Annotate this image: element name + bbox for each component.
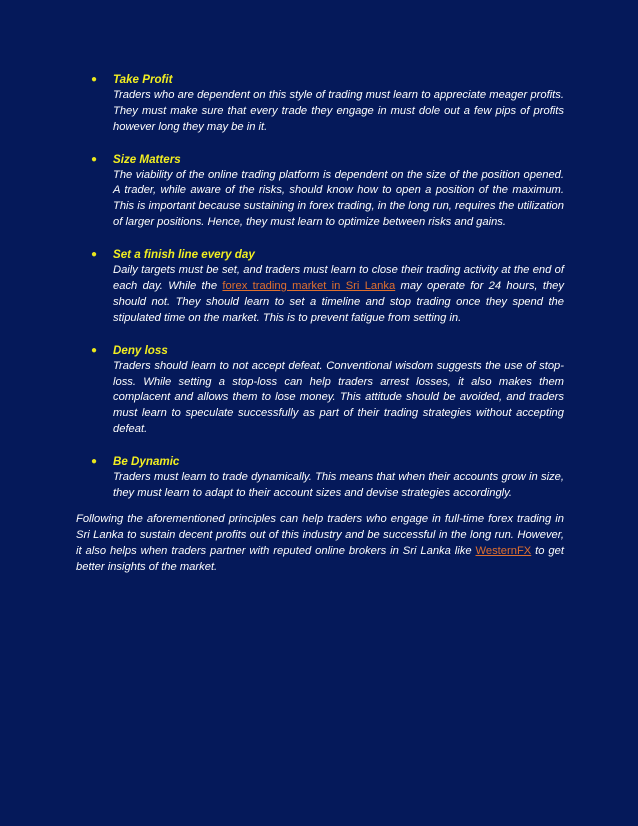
- item-body: Traders should learn to not accept defeat. Conventional wisdom suggests the use of stop-loss. While setting a stop-loss can help traders arrest losses, it also makes them complacent and allows them to lose money. This attitude should be avoided, and traders must learn to speculate successfully as part of their trading strategies without accepting defeat.: [113, 359, 564, 436]
- bullet-icon: ●: [91, 344, 98, 356]
- conclusion-text: to get better insights of the market.: [76, 544, 564, 573]
- item-body-text: may operate for 24 hours, they should not. They should learn to set a timeline and stop trading once they spend the stipulated time on the market. This is to prevent fatigue from setting in.: [113, 279, 564, 324]
- item-body-text: Daily targets must be set, and traders must learn to close their trading activity at the end of each day. While the: [113, 264, 564, 292]
- item-body: [113, 263, 564, 327]
- westernfx-link[interactable]: WesternFX: [475, 544, 532, 557]
- forex-market-link[interactable]: forex trading market in Sri Lanka: [222, 279, 396, 292]
- conclusion-paragraph: [76, 512, 564, 576]
- item-title: Deny loss: [113, 343, 168, 357]
- item-title: Be Dynamic: [113, 455, 180, 469]
- bullet-icon: ●: [91, 456, 98, 468]
- bullet-icon: ●: [91, 249, 98, 261]
- principles-list: [76, 72, 564, 502]
- bullet-icon: ●: [91, 74, 98, 85]
- list-item-deny-loss: [76, 343, 564, 438]
- list-item-be-dynamic: [76, 454, 564, 502]
- bullet-icon: ●: [91, 153, 98, 165]
- conclusion-text: Following the aforementioned principles can help traders who engage in full-time forex trading in Sri Lanka to sustain decent profits out of this industry and be successful in the long run. However, it also helps when traders partner with reputed online brokers in Sri Lanka like: [76, 512, 564, 557]
- item-body: Traders must learn to trade dynamically. This means that when their accounts grow in size, they must learn to adapt to their account sizes and devise strategies accordingly.: [113, 471, 564, 499]
- item-title: Take Profit: [113, 73, 173, 86]
- list-item-finish-line: [76, 247, 564, 327]
- item-body: The viability of the online trading platform is dependent on the size of the position opened. A trader, while aware of the risks, should know how to open a position of the maximum. This is important because sustaining in forex trading, in the long run, requires the utilization of larger positions. Hence, they must learn to optimize between risks and gains.: [113, 168, 564, 229]
- item-title: Size Matters: [113, 152, 181, 166]
- list-item-size-matters: [76, 152, 564, 232]
- item-body: Traders who are dependent on this style of trading must learn to appreciate meager profits. They must make sure that every trade they engage in must dole out a few pips of profits however long they may be in it.: [113, 88, 564, 133]
- item-title: Set a finish line every day: [113, 248, 255, 262]
- document-content: [76, 72, 564, 575]
- list-item-take-profit: [76, 72, 564, 136]
